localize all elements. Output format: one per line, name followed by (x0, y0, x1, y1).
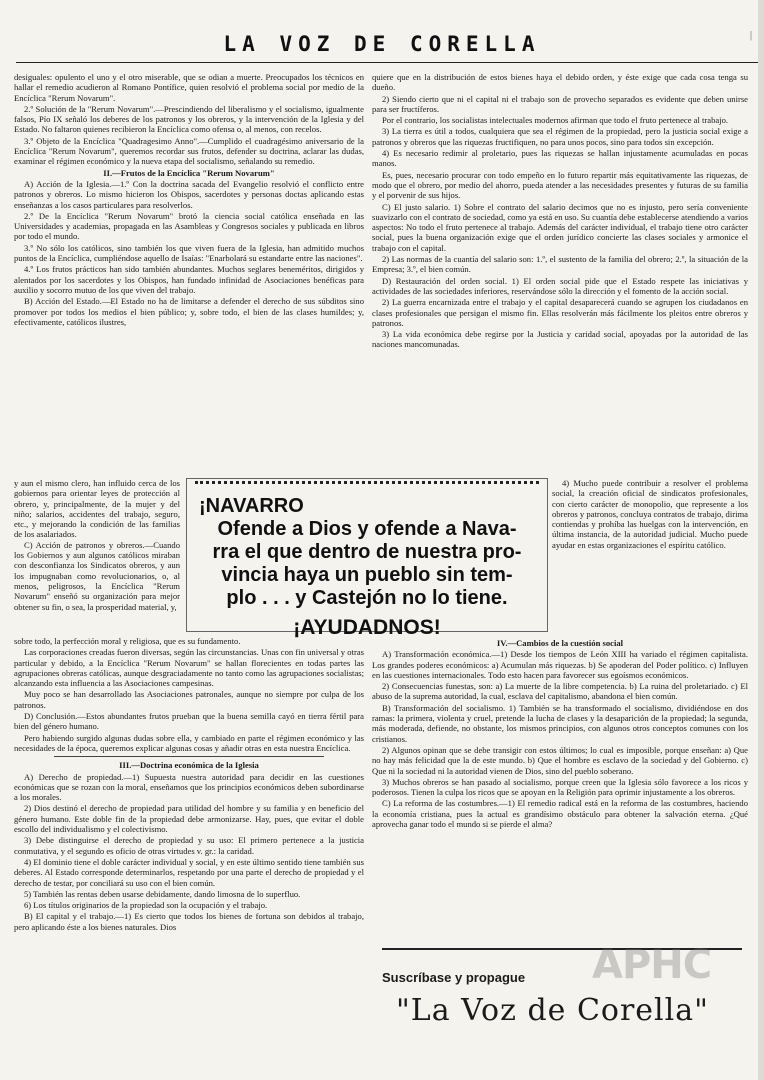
paragraph: A) Derecho de propiedad.—1) Supuesta nuestra autoridad para decidir en las cuestiones económicas que se rozan con la moral, enseñamos que los principios económicos deben subordinarse a los morales. (14, 771, 364, 803)
paragraph: desiguales: opulento el uno y el otro miserable, que se odian a muerte. Preocupados los técnicos en hallar el remedio acudieron al Romano Pontífice, quien resolvió el problema social por medio de la Encíclica "Rerum Novarum". (14, 72, 364, 103)
dotted-border (195, 481, 539, 487)
paragraph: C) La reforma de las costumbres.—1) El remedio radical está en la reforma de las costumbres, haciendo la economía cristiana, pues la actual es grandísimo obstáculo para obtener la salvación eterna. ¿Qué aprovecha ganar todo el mundo si se pierde el alma? (372, 798, 748, 830)
paragraph: 3) La tierra es útil a todos, cualquiera que sea el régimen de la propiedad, pero la justicia social exige a patronos y obreros que las riquezas fructifiquen, no para unos pocos, sino para todos sin excepción. (372, 126, 748, 147)
paragraph: A) Acción de la Iglesia.—1.º Con la doctrina sacada del Evangelio resolvió el conflicto entre patronos y obreros. Lo mismo hicieron los Obispos, sacerdotes y personas doctas aplicando estas enseñanzas a los casos particulares para resolverlos. (14, 178, 364, 210)
page-mark: | (750, 30, 753, 41)
paragraph: B) Acción del Estado.—El Estado no ha de limitarse a defender el derecho de sus súbditos sino promover por todos los medios el bien público; y, sobre todo, el bien de las clases humildes; y, efectivamente, católicos ilustres, (14, 296, 364, 327)
paragraph: D) Restauración del orden social. 1) El orden social pide que el Estado respete las iniciativas y actividades de las sociedades inferiores, reservándose sólo la dirección y el fomento de la acción social. (372, 275, 748, 296)
section-divider (54, 756, 324, 757)
paragraph: D) Conclusión.—Estos abundantes frutos prueban que la buena semilla cayó en tierra fértil para bien del género humano. (14, 711, 364, 732)
paragraph: 6) Los títulos originarios de la propiedad son la ocupación y el trabajo. (24, 900, 268, 911)
masthead (0, 30, 764, 58)
paragraph: 3) Debe distinguirse el derecho de propiedad y su uso: El primero pertenece a la justicia conmutativa, y el segundo es oficio de otras virtudes v. gr.: la caridad. (14, 835, 364, 856)
left-column-lower (14, 636, 364, 933)
paragraph: quiere que en la distribución de estos bienes haya el debido orden, y éste exige que cada cosa tenga su dueño. (372, 72, 748, 93)
paragraph: 2.º Solución de la "Rerum Novarum".—Prescindiendo del liberalismo y el socialismo, igualmente falsos, Pío IX señaló los deberes de los patronos y los obreros, y la intervención de la Iglesia y del Estado. No faltaron quienes recibieron la Encíclica como ofensa o, al menos, con recelos. (14, 103, 364, 135)
paragraph: Las corporaciones creadas fueron diversas, según las circunstancias. Unas con fin universal y otras particular y debido, a la Encíclica "Rerum Novarum" se hallan florecientes en todas partes las agrupaciones obreras católicas, aunque desgraciadamente no tanto como las agrupaciones socialistas; alcanzando esta influencia a las Asociaciones campesinas. (14, 647, 364, 689)
paragraph: 3.º Objeto de la Encíclica "Quadragesimo Anno".—Cumplido el cuadragésimo aniversario de la Encíclica "Rerum Novarum", queremos recordar sus frutos, defender su doctrina, aclarar las dudas, examinar el régimen económico y la nueva etapa del socialismo, señalando su remedio. (14, 135, 364, 167)
subscribe-text: Suscríbase y propague (382, 970, 526, 985)
right-column (372, 72, 748, 351)
right-wrap-column (552, 478, 748, 550)
paragraph: 3) La vida económica debe regirse por la Justicia y caridad social, apoyadas por la autoridad de las naciones mancomunadas. (372, 329, 748, 350)
header-rule (16, 62, 758, 63)
paragraph: 2) La guerra encarnizada entre el trabajo y el capital desaparecerá cuando se agrupen los ciudadanos en clases profesionales que persigan el mismo fin. Ellas resolverán más fácilmente los pleitos entre obreros y patronos. (372, 297, 748, 328)
paragraph: 2) Consecuencias funestas, son: a) La muerte de la libre competencia. b) La ruina del proletariado. c) El abuso de la suprema autoridad, la cual, esclava del capitalismo, abandona el bien común. (372, 681, 748, 702)
paragraph: C) Acción de patronos y obreros.—Cuando los Gobiernos y aun algunos católicos miraban con desconfianza los Sindicatos obreros, y aun los impugnaban como revolucionarios, o, al menos, peligrosos, la Encíclica "Rerum Novarum" enseñó su organización para mejor obtener su fin, o sea, la prosperidad material, y, (14, 539, 180, 612)
appeal-line: vincia haya un pueblo sin tem- (221, 564, 513, 586)
paragraph: sobre todo, la perfección moral y religiosa, que es su fundamento. (14, 636, 241, 646)
paragraph: Es, pues, necesario procurar con todo empeño en lo futuro repartir más equitativamente las riquezas, de modo que el obrero, por medio del ahorro, pueda atender a las necesidades presentes y futuras de su familia y el porvenir de sus hijos. (372, 169, 748, 201)
appeal-line: ¡NAVARRO (199, 495, 304, 517)
appeal-line: plo . . . y Castejón no lo tiene. (226, 587, 508, 609)
newspaper-title: LA VOZ DE CORELLA (223, 32, 541, 56)
paragraph: C) El justo salario. 1) Sobre el contrato del salario decimos que no es injusto, pero sería conveniente suavizarlo con el contrato de sociedad, como ya está en uso. Su cuantía debe establecerse atendiendo a varios aspectos: No todo el fruto pertenece al trabajo. Además del carácter individual, el trabajo tiene otro carácter social, pues la buena organización exige que el orden jurídico concierte las clases sociales y armonice el trabajo con el capital. (372, 201, 748, 253)
paragraph: 2) Dios destinó el derecho de propiedad para utilidad del hombre y su familia y en beneficio del género humano. Este doble fin de la propiedad debe armonizarse. Hay, pues, que evitar el doble escollo del individualismo y el colectivismo. (14, 803, 364, 835)
paragraph: y aun el mismo clero, han influido cerca de los gobiernos para orientar leyes de protección al obrero, y, principalmente, de la mujer y del niño; salarios, accidentes del trabajo, seguro, etc., y mejorando la condición de las familias de los asalariados. (14, 478, 180, 540)
appeal-cta: ¡AYUDADNOS! (293, 616, 441, 639)
left-column (14, 72, 364, 328)
appeal-line: rra el que dentro de nuestra pro- (212, 541, 522, 563)
paragraph: Por el contrario, los socialistas intelectuales modernos afirman que todo el fruto pertenece al trabajo. (382, 115, 729, 126)
paragraph: 3.º No sólo los católicos, sino también los que viven fuera de la Iglesia, han admitido muchos puntos de la Encíclica, cumpliéndose aquello de Isaías: "Enarbolará su estandarte entre las naciones". (14, 242, 364, 264)
paragraph: 2) Siendo cierto que ni el capital ni el trabajo son de provecho separados es evidente que deben unirse para ser fructíferos. (372, 93, 748, 114)
navarro-appeal-box (186, 478, 548, 639)
page-edge (758, 0, 764, 1080)
paragraph: 3) Muchos obreros se han pasado al socialismo, porque creen que la Iglesia sólo favorece a los ricos y poderosos. Tienen la culpa los ricos que se apoyan en la Religión para oprimir injustamente a los obreros. (372, 776, 748, 798)
section-heading: IV.—Cambios de la cuestión social (496, 638, 624, 648)
paragraph: A) Transformación económica.—1) Desde los tiempos de León XIII ha variado el régimen capitalista. Los grandes poderes económicos: a) Acumulan más riquezas. b) Se apoderan del Poder político. c) Influyen en las cuestiones internacionales. Todo esto hacen para favorecer sus egoísmos económicos. (372, 649, 748, 680)
paragraph: 4) El dominio tiene el doble carácter individual y social, y en este último sentido tiene también sus deberes. Al Estado corresponde determinarlos, respetando por una parte el derecho de propiedad y el derecho de testar, por conciliará su uso con el bien común. (14, 856, 364, 888)
archive-watermark: APHC (592, 942, 712, 988)
paragraph: 4.º Los frutos prácticos han sido también abundantes. Muchos seglares beneméritos, dirigidos y alentados por los sacerdotes y los Obispos, han fundado infinidad de Asociaciones benéficas para auxilio y socorro mutuo de los que viven del trabajo. (14, 264, 364, 295)
paragraph: 5) También las rentas deben usarse debidamente, dando limosna de lo superfluo. (24, 888, 301, 899)
paragraph: Muy poco se han desarrollado las Asociaciones patronales, aunque no siempre por culpa de los patronos. (14, 689, 364, 710)
paragraph: 2.º De la Encíclica "Rerum Novarum" brotó la ciencia social católica enseñada en las Universidades y academias, propagada en las Asambleas y Congresos sociales y publicada en libros por todo el mundo. (14, 210, 364, 242)
paragraph: B) Transformación del socialismo. 1) También se ha transformado el socialismo, dividiéndose en dos ramas: la primera, violenta y cruel, pretende la lucha de clases y la desaparición de la propiedad; la segunda, más moderada, defiende, no obstante, los mismos principios, con algunos otros conceptos comunes con los cristianos. (372, 702, 748, 744)
paragraph: Pero habiendo surgido algunas dudas sobre ella, y cambiado en parte el régimen económico y las necesidades de la época, queremos explicar algunas cosas y añadir otras en esta nuestra Encíclica. (14, 732, 364, 753)
section-heading: II.—Frutos de la Encíclica "Rerum Novarum" (103, 167, 275, 178)
right-column-lower (372, 638, 748, 830)
appeal-line: Ofende a Dios y ofende a Nava- (217, 518, 517, 540)
section-heading: III.—Doctrina económica de la Iglesia (119, 760, 259, 771)
paper-name: "La Voz de Corella" (396, 993, 709, 1028)
paragraph: 4) Es necesario redimir al proletario, pues las riquezas se hallan injustamente acumuladas en pocas manos. (372, 148, 748, 169)
paragraph: B) El capital y el trabajo.—1) Es cierto que todos los bienes de fortuna son debidos al trabajo, pero aplicando éste a los bienes naturales. Dios (14, 911, 364, 932)
paragraph: 4) Mucho puede contribuir a resolver el problema social, la creación oficial de sindicatos profesionales, con cierto carácter de monopolio, que represente a los obreros y patronos, concluya contratos de trabajo, dirima contiendas y prohíba las huelgas con la intervención, en última instancia, de la autoridad judicial. Mucho puede ayudar en estas organizaciones el espíritu católico. (552, 478, 748, 550)
paragraph: 2) Algunos opinan que se debe transigir con estos últimos; lo cual es imposible, porque enseñan: a) Que no hay más felicidad que la de este mundo. b) Que el hombre es esclavo de la sociedad y del Gobierno. c) Que ni la sociedad ni la autoridad vienen de Dios, sino del pueblo soberano. (372, 744, 748, 776)
left-wrap-column (14, 478, 180, 612)
paragraph: 2) Las normas de la cuantía del salario son: 1.º, el sustento de la familia del obrero; 2.º, la situación de la Empresa; 3.º, el bien común. (372, 254, 748, 275)
